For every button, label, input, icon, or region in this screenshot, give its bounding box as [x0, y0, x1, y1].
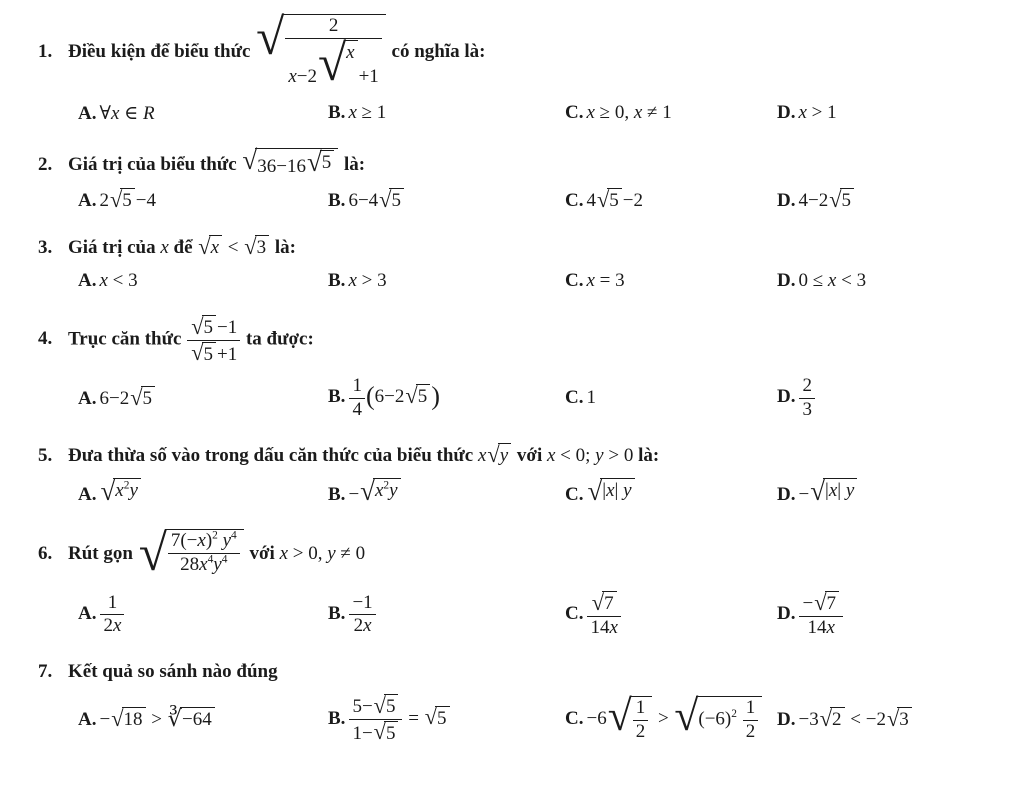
square-root [130, 386, 155, 409]
radical-sign-icon: √ [360, 475, 375, 506]
fraction-numerator: −1 [349, 593, 375, 616]
option-value [586, 475, 635, 506]
square-root [607, 692, 652, 742]
option-label: D. [777, 484, 796, 506]
fraction [742, 698, 760, 742]
question-math: √ x < √ 3 [197, 237, 270, 258]
square-root [820, 707, 845, 730]
question-math: x < 0; y > 0 [546, 445, 634, 467]
answer-option [565, 692, 777, 742]
radical-sign-icon: √ [487, 441, 500, 467]
option-value: 6−4 √ 5 [348, 190, 405, 211]
option-label: A. [78, 270, 97, 292]
radicand [282, 14, 385, 91]
radical-sign-icon: √ [591, 589, 605, 615]
option-value: x < 3 [99, 270, 138, 292]
question-math: x [160, 237, 169, 259]
fraction-denominator: 2 [745, 720, 756, 742]
radicand: 5 [435, 706, 450, 729]
option-value: x = 3 [586, 270, 625, 292]
exponent: 4 [207, 553, 214, 566]
question-number: 6. [38, 543, 53, 565]
exponent: 4 [231, 529, 237, 542]
question-line [38, 9, 1018, 92]
radical-sign-icon: √ [111, 705, 124, 731]
fraction-numerator: 1 [349, 376, 365, 399]
radicand: 5 [384, 721, 399, 744]
square-root [887, 707, 912, 730]
radical-sign-icon: √ [674, 692, 699, 741]
question-text [68, 233, 296, 259]
answer-option [565, 387, 777, 409]
option-value: − √ $x^2y$ [348, 484, 401, 505]
question-number: 3. [38, 237, 53, 259]
radicand: |x| y [823, 478, 857, 501]
radical-sign-icon: √ [242, 145, 258, 176]
question-line [38, 315, 1018, 365]
question-math [241, 145, 339, 178]
question [38, 524, 1018, 638]
radicand: 5 [384, 694, 399, 717]
square-root [244, 235, 269, 258]
question-text-run: Giá trị của biểu thức [68, 153, 242, 175]
radical-sign-icon: √ [191, 340, 204, 366]
answer-option [777, 475, 1018, 506]
square-root [587, 475, 634, 506]
exponent: 2 [731, 708, 737, 721]
question-text [68, 9, 486, 92]
answer-option [777, 188, 1018, 212]
question-number: 2. [38, 153, 53, 175]
answer-option [777, 591, 1018, 638]
square-root [317, 34, 358, 92]
radical-sign-icon: √ [814, 589, 827, 615]
radicand: 7 [825, 591, 840, 614]
square-root [198, 235, 222, 258]
option-value: 1 [586, 387, 596, 409]
option-label: C. [565, 102, 584, 124]
question-line [38, 145, 1018, 178]
radical-sign-icon: √ [191, 313, 204, 339]
answer-option [565, 591, 777, 638]
square-root [242, 145, 338, 178]
answer-options-row [38, 188, 1018, 212]
exponent: 4 [221, 553, 228, 566]
option-value [99, 591, 125, 637]
question [38, 235, 1018, 292]
radical-sign-icon: √ [317, 34, 347, 92]
question-text-run: Đưa thừa số vào trong dấu căn thức của biểu thức [68, 445, 478, 467]
option-value: − √ |x| y [798, 484, 858, 505]
fraction-denominator: 2x [103, 615, 122, 637]
square-root [138, 524, 244, 582]
fraction-denominator: x−2 √ x +1 [288, 34, 379, 92]
answer-option [777, 376, 1018, 420]
fraction-numerator: 1 [633, 698, 649, 721]
question-line [38, 524, 1018, 582]
question-math [186, 313, 241, 366]
option-label: C. [565, 270, 584, 292]
answer-option [78, 270, 328, 292]
answer-option [328, 593, 565, 637]
answer-option [565, 475, 777, 506]
option-label: A. [78, 190, 97, 212]
radical-sign-icon: √ [596, 186, 610, 212]
answer-option [565, 188, 777, 212]
fraction-numerator: 1 [743, 698, 759, 721]
option-value: 4 √ 5 −2 [586, 186, 644, 212]
square-root [306, 147, 334, 178]
fraction-denominator: 14x [590, 616, 618, 638]
radical-sign-icon: √ [379, 186, 392, 212]
radical-sign-icon: √ [198, 233, 211, 259]
option-value [798, 375, 816, 420]
answer-option [78, 475, 328, 506]
right-paren: ) [431, 382, 440, 412]
radicand: 36−16 √ 5 [255, 148, 338, 177]
radicand: 7 [602, 591, 617, 614]
option-label: C. [565, 707, 584, 729]
option-label: B. [328, 102, 346, 124]
square-root [829, 188, 854, 211]
answer-option [328, 102, 565, 124]
square-root [191, 342, 216, 365]
question-text-run: là: [270, 237, 296, 259]
radicand: 5 [607, 188, 622, 211]
radicand: 2 [830, 707, 845, 730]
radical-sign-icon: √ [819, 705, 833, 731]
fraction-denominator: 3 [802, 398, 812, 420]
fraction [632, 698, 650, 742]
square-root [425, 706, 450, 729]
radicand [630, 696, 653, 742]
option-label: B. [328, 484, 346, 506]
radical-sign-icon: √ [810, 475, 826, 506]
option-value: 0 ≤ x < 3 [798, 270, 867, 292]
fraction-denominator: $28x^4y^4$ [180, 553, 228, 575]
fraction [798, 376, 816, 420]
option-value [99, 475, 141, 506]
radical-sign-icon: √ [100, 475, 116, 506]
square-root [374, 721, 399, 744]
option-label: C. [565, 190, 584, 212]
fraction [348, 376, 366, 420]
square-root [592, 591, 617, 614]
question-text [68, 524, 366, 582]
fraction-numerator: 1 [100, 593, 124, 616]
option-value: 5− √ 5 1− √ 5 = √ 5 [348, 708, 450, 729]
fraction-denominator: 1− √ 5 [349, 720, 402, 745]
question-line [38, 661, 1018, 683]
square-root [597, 188, 622, 211]
option-label: D. [777, 603, 796, 625]
radical-sign-icon: √ [405, 382, 418, 408]
question-line [38, 235, 1018, 259]
question-list [38, 9, 1018, 745]
question-text-run: có nghĩa là: [386, 40, 486, 62]
radicand: 3 [897, 707, 912, 730]
question-text-run: ta được: [241, 328, 314, 350]
cube-root-sign-icon: ∛ [167, 705, 183, 731]
option-value [348, 591, 376, 637]
radicand [165, 529, 244, 575]
option-label: A. [78, 388, 97, 410]
square-root [374, 694, 399, 717]
question-number: 1. [38, 40, 53, 62]
answer-option [777, 102, 1018, 124]
radical-sign-icon: √ [130, 384, 143, 410]
radicand: 5 [840, 188, 855, 211]
radicand: 5 [202, 342, 217, 365]
answer-options-row [38, 475, 1018, 506]
option-value: x > 1 [798, 102, 837, 124]
option-label: C. [565, 603, 584, 625]
question-math [138, 524, 245, 582]
radicand: $x^2y$ [113, 478, 141, 501]
option-value: 4−2 √ 5 [798, 190, 855, 211]
option-label: B. [328, 603, 346, 625]
exponent: 2 [123, 479, 130, 492]
answer-option [78, 707, 328, 731]
radicand: |x| y [600, 478, 634, 501]
option-label: A. [78, 709, 97, 731]
square-root [405, 384, 430, 407]
square-root [360, 475, 400, 506]
option-label: A. [78, 603, 97, 625]
square-root [256, 9, 386, 92]
question-line [38, 443, 1018, 467]
fraction [186, 315, 241, 365]
answer-option [328, 694, 565, 744]
question-text-run: là: [633, 445, 660, 467]
question-text [68, 313, 314, 366]
question-text [68, 661, 278, 682]
radicand: 3 [255, 235, 270, 258]
option-value: 2 √ 5 −4 [99, 186, 157, 212]
exponent: 2 [383, 479, 390, 492]
answer-option [78, 102, 328, 125]
answer-option [328, 188, 565, 212]
fraction [284, 16, 382, 91]
option-label: C. [565, 484, 584, 506]
square-root [674, 692, 762, 742]
answer-option [328, 475, 565, 506]
exponent: 2 [212, 529, 218, 542]
fraction-numerator: 2 [285, 16, 381, 39]
option-value: ∀x ∈ R [99, 102, 155, 124]
answer-option [328, 270, 565, 292]
fraction-numerator: − √ 7 [799, 591, 843, 617]
question-text-run: Giá trị của [68, 237, 161, 259]
radicand: 5 [320, 150, 335, 173]
answer-option [328, 376, 565, 420]
option-label: D. [777, 270, 796, 292]
question-text-run: với [512, 445, 547, 467]
radicand: $(-6)^2$ $\frac{1}{2}$ [696, 696, 762, 742]
option-value: − √ 18 > ∛ −64 [99, 709, 215, 730]
question-number: 5. [38, 445, 53, 467]
option-value [586, 589, 621, 638]
fraction [99, 593, 125, 637]
square-root [100, 475, 140, 506]
radicand: x [209, 235, 222, 258]
question-text-run: là: [339, 153, 366, 175]
fraction-denominator: 4 [352, 398, 362, 420]
square-root [810, 475, 857, 506]
radicand: y [498, 443, 511, 466]
fraction-numerator [587, 591, 620, 617]
square-root [111, 707, 145, 730]
question-number: 7. [38, 661, 53, 683]
question-text-run: Trục căn thức [68, 328, 187, 350]
square-root [814, 591, 839, 614]
option-label: B. [328, 270, 346, 292]
radicand: 18 [122, 707, 146, 730]
option-label: B. [328, 707, 346, 729]
square-root [487, 443, 511, 466]
radical-sign-icon: √ [587, 475, 603, 506]
option-value: −6 √ $\frac{1}{2}$ > √ $(-6)^2$ $\frac{1}{2}$ [586, 708, 763, 729]
square-root [191, 315, 216, 338]
fraction-numerator: $7(-x)^2$ $y^4$ [168, 531, 240, 554]
fraction [586, 591, 621, 638]
answer-options-row [38, 376, 1018, 420]
radical-sign-icon: √ [424, 704, 437, 730]
option-label: B. [328, 386, 346, 408]
radicand: $x^2y$ [373, 478, 401, 501]
option-value: $\frac{1}{4}$ (6−2 √ 5 ) [348, 386, 440, 407]
question-text-run: Điều kiện để biểu thức [68, 40, 256, 62]
square-root [379, 188, 404, 211]
radical-sign-icon: √ [886, 705, 900, 731]
answer-option [78, 386, 328, 410]
fraction-numerator: 2 [799, 376, 815, 399]
radicand: 5 [120, 188, 135, 211]
radicand: x [344, 40, 357, 63]
option-label: D. [777, 190, 796, 212]
radical-sign-icon: √ [256, 9, 285, 67]
fraction-numerator: √ 5 −1 [187, 315, 240, 341]
option-value: x ≥ 1 [348, 102, 387, 124]
question-text-run: để [168, 237, 198, 259]
option-label: D. [777, 709, 796, 731]
question-text [68, 145, 366, 178]
answer-option [78, 188, 328, 212]
option-value: x ≥ 0, x ≠ 1 [586, 102, 672, 124]
fraction-denominator: 2 [635, 720, 646, 742]
radical-sign-icon: √ [109, 186, 123, 212]
radicand: 5 [389, 188, 404, 211]
option-value: x > 3 [348, 270, 387, 292]
fraction [798, 591, 844, 638]
option-value: −3 √ 2 < −2 √ 3 [798, 709, 912, 730]
radical-sign-icon: √ [373, 692, 386, 718]
radicand: 5 [416, 384, 431, 407]
answer-options-row [38, 694, 1018, 744]
question [38, 661, 1018, 744]
answer-option [777, 270, 1018, 292]
question [38, 145, 1018, 212]
answer-options-row [38, 270, 1018, 292]
option-value [798, 589, 844, 638]
option-label: A. [78, 102, 97, 124]
question-text-run: Rút gọn [68, 543, 138, 565]
option-label: C. [565, 387, 584, 409]
fraction-denominator: 2x [353, 615, 372, 637]
answer-option [78, 593, 328, 637]
square-root [110, 188, 135, 211]
radicand: 5 [202, 315, 217, 338]
option-label: A. [78, 484, 97, 506]
radical-sign-icon: √ [306, 147, 322, 178]
answer-option [565, 270, 777, 292]
question-math: x > 0, y ≠ 0 [279, 543, 366, 565]
option-label: D. [777, 386, 796, 408]
answer-option [777, 707, 1018, 731]
question [38, 9, 1018, 125]
fraction [167, 531, 241, 575]
option-label: D. [777, 102, 796, 124]
answer-options-row [38, 102, 1018, 125]
fraction-denominator: 14x [807, 616, 835, 638]
radicand: 5 [141, 386, 156, 409]
fraction-numerator: 5− √ 5 [349, 694, 402, 720]
radical-sign-icon: √ [607, 692, 632, 741]
question-number: 4. [38, 328, 53, 350]
answer-option [565, 102, 777, 124]
radical-sign-icon: √ [244, 233, 257, 259]
radical-sign-icon: √ [138, 524, 167, 582]
fraction [348, 694, 403, 744]
question-text-run: Kết quả so sánh nào đúng [68, 661, 278, 683]
answer-options-row [38, 591, 1018, 638]
question [38, 315, 1018, 420]
question-math [255, 9, 387, 92]
question-text-run: với [244, 543, 280, 565]
cube-root [168, 707, 215, 730]
question [38, 443, 1018, 506]
radicand: −64 [180, 707, 215, 730]
fraction [348, 593, 376, 637]
option-value: 6−2 √ 5 [99, 388, 156, 409]
question-math: x √ y [478, 445, 512, 466]
left-paren: ( [365, 382, 375, 412]
fraction-denominator: √ 5 +1 [191, 340, 238, 366]
question-text [68, 441, 660, 467]
radical-sign-icon: √ [373, 719, 386, 745]
radical-sign-icon: √ [829, 186, 842, 212]
option-label: B. [328, 190, 346, 212]
